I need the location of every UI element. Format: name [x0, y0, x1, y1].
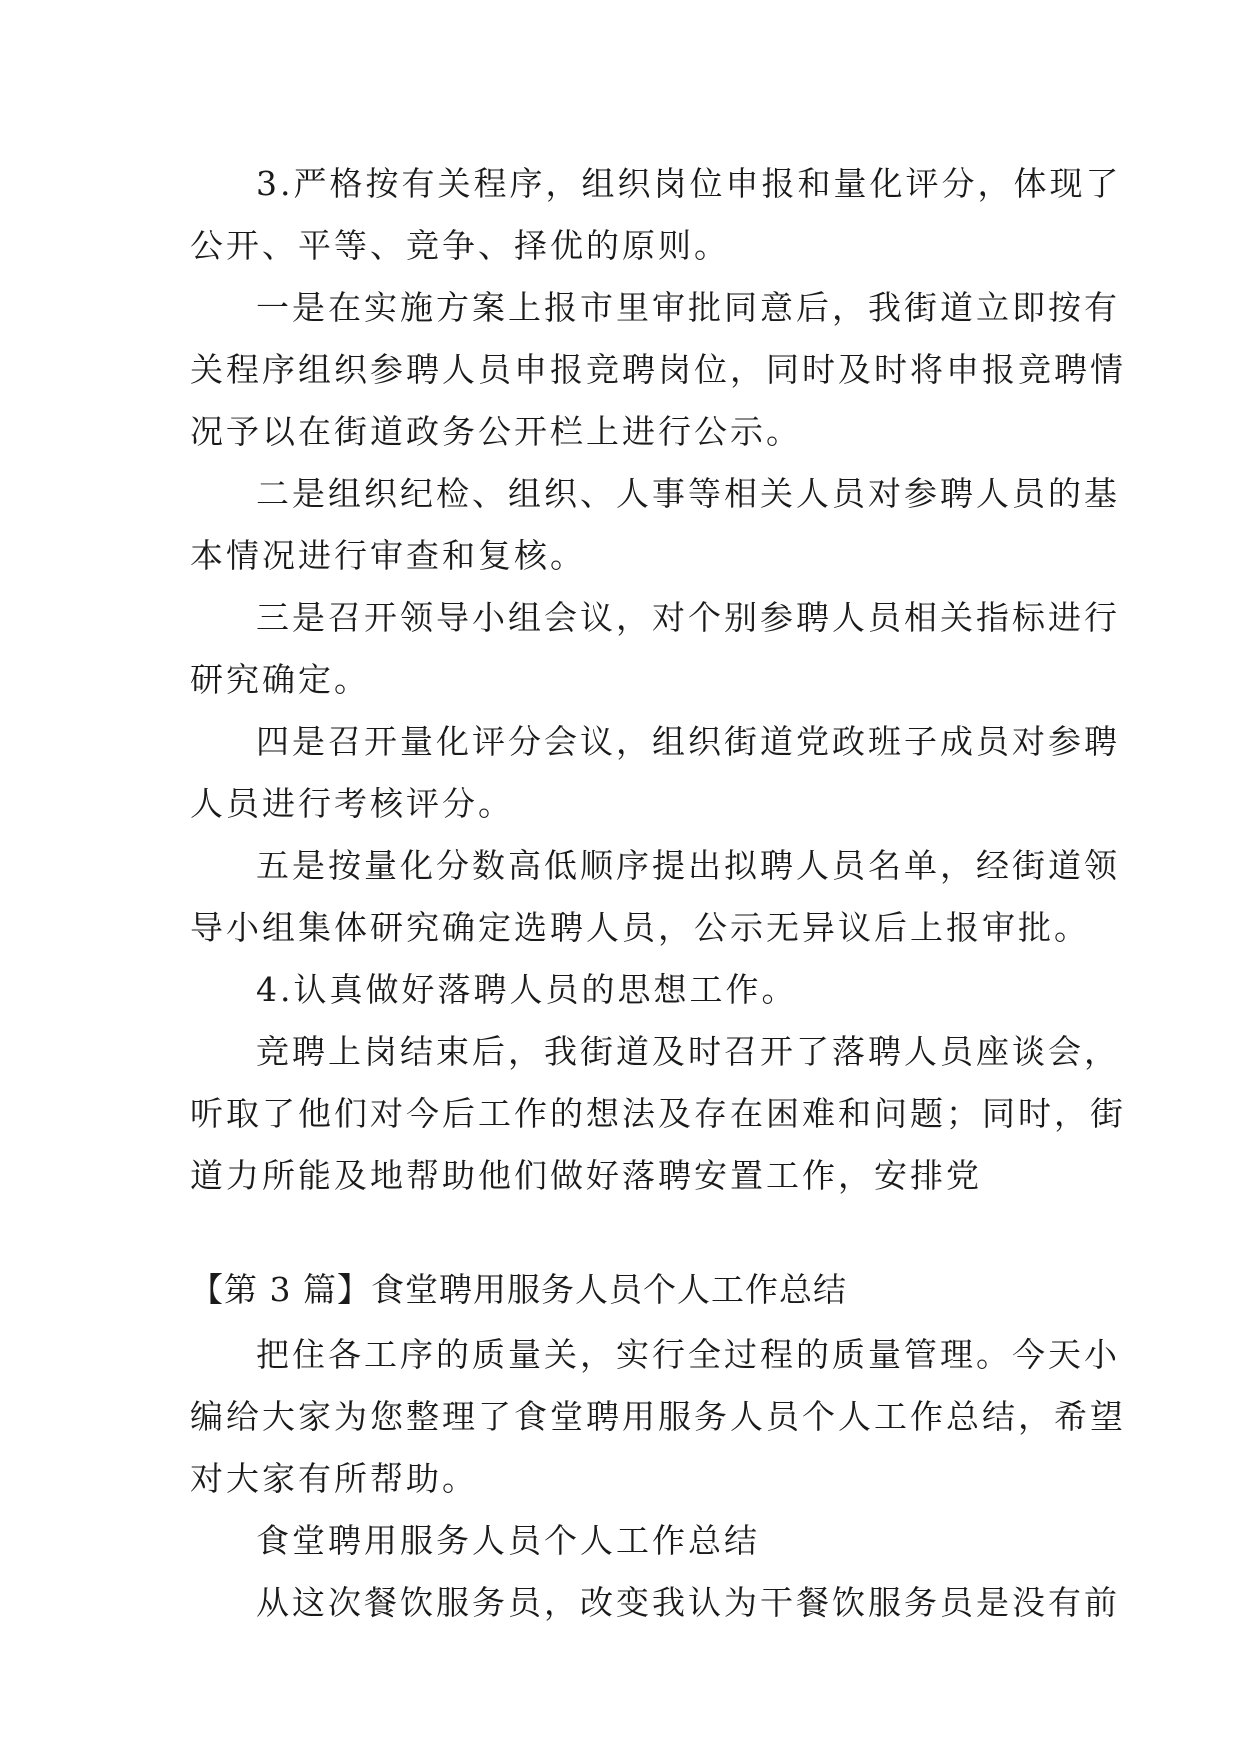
- paragraph-line: 从这次餐饮服务员，改变我认为干餐饮服务员是没有前: [256, 1583, 1120, 1622]
- paragraph-line: 人员进行考核评分。: [190, 784, 514, 823]
- paragraph-line: 一是在实施方案上报市里审批同意后，我街道立即按有: [256, 288, 1120, 327]
- paragraph-line: 三是召开领导小组会议，对个别参聘人员相关指标进行: [256, 598, 1120, 637]
- paragraph-line: 研究确定。: [190, 660, 370, 699]
- paragraph-line: 把住各工序的质量关，实行全过程的质量管理。今天小: [256, 1335, 1120, 1374]
- paragraph-line: 3.严格按有关程序，组织岗位申报和量化评分，体现了: [256, 164, 1122, 203]
- paragraph-line: 本情况进行审查和复核。: [190, 536, 586, 575]
- paragraph-line: 听取了他们对今后工作的想法及存在困难和问题；同时，街: [190, 1094, 1126, 1133]
- paragraph-line: 公开、平等、竞争、择优的原则。: [190, 226, 730, 265]
- section-heading: 【第 3 篇】食堂聘用服务人员个人工作总结: [190, 1270, 847, 1309]
- paragraph-line: 五是按量化分数高低顺序提出拟聘人员名单，经街道领: [256, 846, 1120, 885]
- paragraph-line: 况予以在街道政务公开栏上进行公示。: [190, 412, 802, 451]
- paragraph-line: 竞聘上岗结束后，我街道及时召开了落聘人员座谈会，: [256, 1032, 1120, 1071]
- paragraph-line: 关程序组织参聘人员申报竞聘岗位，同时及时将申报竞聘情: [190, 350, 1126, 389]
- subtitle-line: 食堂聘用服务人员个人工作总结: [256, 1521, 760, 1560]
- paragraph-line: 4.认真做好落聘人员的思想工作。: [256, 970, 798, 1009]
- paragraph-line: 导小组集体研究确定选聘人员，公示无异议后上报审批。: [190, 908, 1090, 947]
- paragraph-line: 四是召开量化评分会议，组织街道党政班子成员对参聘: [256, 722, 1120, 761]
- paragraph-line: 编给大家为您整理了食堂聘用服务人员个人工作总结，希望: [190, 1397, 1126, 1436]
- paragraph-line: 道力所能及地帮助他们做好落聘安置工作，安排党: [190, 1156, 982, 1195]
- paragraph-line: 对大家有所帮助。: [190, 1459, 478, 1498]
- paragraph-line: 二是组织纪检、组织、人事等相关人员对参聘人员的基: [256, 474, 1120, 513]
